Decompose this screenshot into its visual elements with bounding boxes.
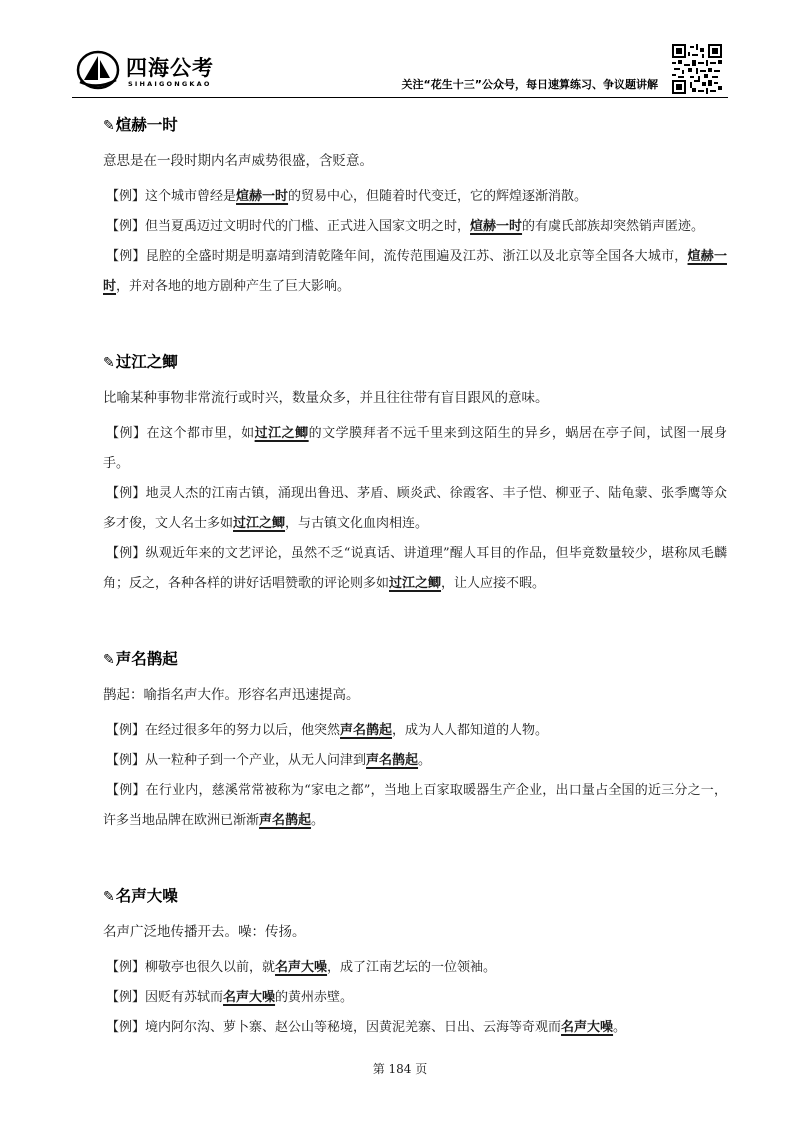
logo [72, 44, 372, 96]
example-sentence [103, 539, 727, 599]
example-text: 。 [418, 753, 432, 768]
example-text: 柳敬亭也很久以前，就 [145, 960, 276, 975]
highlighted-idiom: 过江之鲫 [233, 516, 286, 531]
example-text: ，让人应接不暇。 [441, 576, 546, 591]
highlighted-idiom: 过江之鲫 [389, 576, 442, 591]
example-sentence [103, 182, 727, 212]
highlighted-idiom: 名声大噪 [275, 960, 328, 975]
example-tag: 【例】 [106, 723, 146, 738]
idiom-entry [103, 351, 727, 599]
highlighted-idiom: 声名鹊起 [259, 813, 312, 828]
entry-title [103, 114, 727, 137]
highlighted-idiom: 名声大噪 [561, 1020, 614, 1035]
example-text: 的黄州赤壁。 [275, 990, 354, 1005]
example-sentence [103, 983, 727, 1013]
example-tag: 【例】 [106, 960, 146, 975]
example-tag: 【例】 [106, 753, 146, 768]
example-sentence [103, 242, 727, 302]
example-tag: 【例】 [106, 1020, 146, 1035]
example-text: 的贸易中心，但随着时代变迁，它的辉煌逐渐消散。 [288, 189, 588, 204]
entry-title [103, 885, 727, 908]
example-sentence [103, 212, 727, 242]
idiom-entry [103, 885, 727, 1043]
highlighted-idiom: 煊赫一时 [236, 189, 289, 204]
sailboat-logo-icon [76, 50, 120, 90]
example-tag: 【例】 [106, 249, 146, 264]
highlighted-idiom: 名声大噪 [223, 990, 276, 1005]
pencil-icon: ✎ [103, 118, 115, 134]
pencil-icon: ✎ [103, 652, 115, 668]
entry-meaning: 意思是在一段时期内名声威势很盛，含贬意。 [103, 153, 373, 169]
example-tag: 【例】 [106, 990, 146, 1005]
example-sentence [103, 1013, 727, 1043]
qr-code-icon [672, 44, 722, 94]
example-tag: 【例】 [106, 219, 146, 234]
example-sentence [103, 746, 727, 776]
highlighted-idiom: 过江之鲫 [254, 426, 309, 441]
example-sentence [103, 776, 727, 836]
example-text: 境内阿尔沟、萝卜寨、赵公山等秘境，因黄泥羌寨、日出、云海等奇观而 [145, 1020, 562, 1035]
entry-title-text: 声名鹊起 [115, 650, 178, 668]
highlighted-idiom: 声名鹊起 [366, 753, 419, 768]
highlighted-idiom: 煊赫一时 [103, 249, 727, 294]
example-tag: 【例】 [106, 486, 146, 501]
page-header [72, 44, 728, 96]
entry-meaning: 比喻某种事物非常流行或时兴，数量众多，并且往往带有盲目跟风的意味。 [103, 390, 549, 406]
entry-title [103, 351, 727, 374]
example-text: 从一粒种子到一个产业，从无人问津到 [145, 753, 367, 768]
example-sentence [103, 419, 727, 479]
example-text: 。 [311, 813, 325, 828]
example-text: ，成为人人都知道的人物。 [392, 723, 549, 738]
example-text: ，成了江南艺坛的一位领袖。 [327, 960, 497, 975]
example-text: 的文学膜拜者不远千里来到这陌生的异乡，蜗居在亭子间，试图一展身手。 [103, 426, 727, 471]
pencil-icon: ✎ [103, 355, 115, 371]
example-text: 昆腔的全盛时期是明嘉靖到清乾隆年间，流传范围遍及江苏、浙江以及北京等全国各大城市， [145, 249, 688, 264]
header-slogan: 关注“花生十三”公众号，每日速算练习、争议题讲解 [401, 78, 658, 91]
entry-title-text: 名声大噪 [115, 887, 178, 905]
example-tag: 【例】 [106, 189, 146, 204]
highlighted-idiom: 声名鹊起 [340, 723, 393, 738]
entry-meaning: 鹊起：喻指名声大作。形容名声迅速提高。 [103, 687, 360, 703]
example-text: 在经过很多年的努力以后，他突然 [145, 723, 341, 738]
logo-name: 四海公考 [126, 56, 214, 80]
example-text: 在这个都市里，如 [146, 426, 255, 441]
header-rule [72, 97, 728, 98]
example-text: ，并对各地的地方剧种产生了巨大影响。 [116, 279, 351, 294]
example-tag: 【例】 [106, 783, 146, 798]
example-text: 但当夏禹迈过文明时代的门槛、正式进入国家文明之时， [145, 219, 471, 234]
example-tag: 【例】 [106, 426, 147, 441]
idiom-entry [103, 648, 727, 836]
example-sentence [103, 479, 727, 539]
entry-title [103, 648, 727, 671]
highlighted-idiom: 煊赫一时 [470, 219, 523, 234]
example-sentence [103, 716, 727, 746]
example-text: 因贬有苏轼而 [145, 990, 224, 1005]
document-body [103, 100, 727, 1092]
logo-subtitle: SIHAIGONGKAO [128, 80, 212, 88]
example-text: 在行业内，慈溪常常被称为“家电之都”，当地上百家取暖器生产企业，出口量占全国的近三分之一，许多当地品牌在欧洲已渐渐 [103, 783, 727, 828]
example-text: 的有虞氏部族却突然销声匿迹。 [522, 219, 705, 234]
example-tag: 【例】 [106, 546, 146, 561]
example-text: 纵观近年来的文艺评论，虽然不乏“说真话、讲道理”醒人耳目的作品，但毕竟数量较少，堪称凤毛麟角；反之，各种各样的讲好话唱赞歌的评论则多如 [103, 546, 727, 591]
entry-title-text: 过江之鲫 [115, 353, 178, 371]
idiom-entry [103, 114, 727, 302]
example-text: 地灵人杰的江南古镇，涌现出鲁迅、茅盾、顾炎武、徐霞客、丰子恺、柳亚子、陆龟蒙、张季鹰等众多才俊，文人名士多如 [103, 486, 727, 531]
example-text: 这个城市曾经是 [145, 189, 237, 204]
example-text: ，与古镇文化血肉相连。 [285, 516, 429, 531]
page-number: 第 184 页 [372, 1062, 428, 1076]
example-sentence [103, 953, 727, 983]
entry-title-text: 煊赫一时 [115, 116, 178, 134]
pencil-icon: ✎ [103, 889, 115, 905]
entry-meaning: 名声广泛地传播开去。噪：传扬。 [103, 924, 306, 940]
example-text: 。 [613, 1020, 627, 1035]
